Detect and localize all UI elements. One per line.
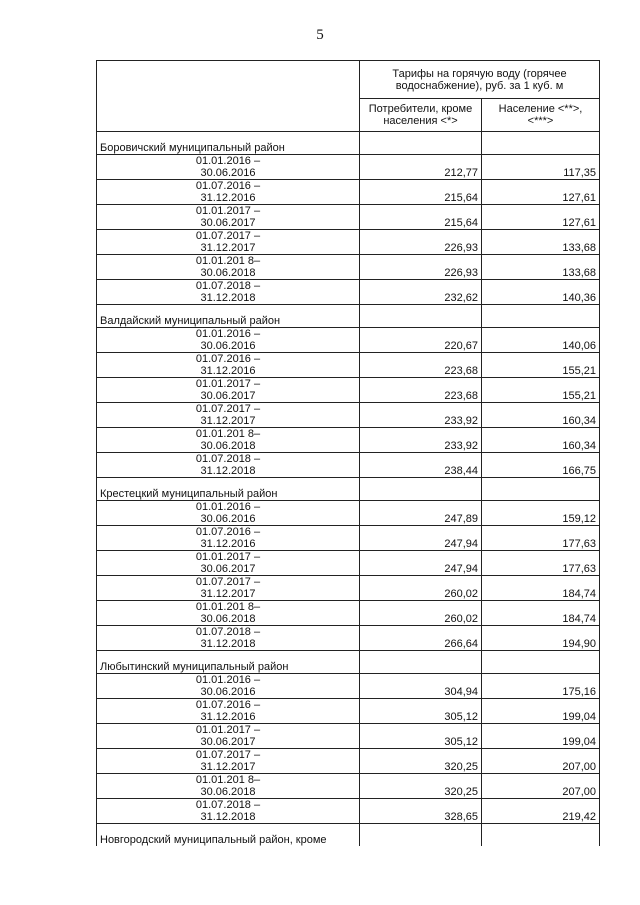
consumers-tariff: 247,94	[360, 526, 482, 551]
period-row	[97, 155, 600, 180]
consumers-tariff: 320,25	[360, 749, 482, 774]
period-start: 01.07.2018 –	[195, 626, 261, 638]
population-tariff: 219,42	[482, 799, 600, 824]
population-tariff: 175,16	[482, 674, 600, 699]
consumers-tariff: 247,89	[360, 501, 482, 526]
period-row	[97, 205, 600, 230]
period-end: 30.06.2018	[200, 440, 256, 452]
period-end: 30.06.2016	[200, 513, 256, 525]
empty-cell	[482, 651, 600, 674]
period-start: 01.01.2016 –	[195, 501, 261, 513]
period-end: 31.12.2016	[200, 711, 256, 723]
period-start: 01.01.2017 –	[195, 205, 261, 217]
period-row	[97, 453, 600, 478]
population-tariff: 184,74	[482, 576, 600, 601]
period-start: 01.01.201 8–	[195, 601, 261, 613]
period-end: 31.12.2017	[200, 242, 256, 254]
population-tariff: 133,68	[482, 255, 600, 280]
consumers-tariff: 223,68	[360, 378, 482, 403]
population-tariff: 159,12	[482, 501, 600, 526]
period-dates	[97, 403, 360, 428]
period-dates	[97, 749, 360, 774]
period-end: 31.12.2017	[200, 415, 256, 427]
consumers-tariff: 212,77	[360, 155, 482, 180]
period-end: 30.06.2017	[200, 563, 256, 575]
period-row	[97, 328, 600, 353]
period-start: 01.07.2018 –	[195, 280, 261, 292]
consumers-tariff: 238,44	[360, 453, 482, 478]
population-tariff: 117,35	[482, 155, 600, 180]
period-dates	[97, 328, 360, 353]
period-start: 01.07.2017 –	[195, 403, 261, 415]
period-start: 01.07.2017 –	[195, 576, 261, 588]
consumers-tariff: 223,68	[360, 353, 482, 378]
period-dates	[97, 774, 360, 799]
period-dates	[97, 799, 360, 824]
period-start: 01.01.201 8–	[195, 428, 261, 440]
consumers-tariff: 305,12	[360, 699, 482, 724]
period-row	[97, 526, 600, 551]
period-start: 01.01.201 8–	[195, 255, 261, 267]
period-row	[97, 576, 600, 601]
col-consumers-header: Потребители, кроме населения <*>	[360, 99, 482, 132]
period-row	[97, 724, 600, 749]
consumers-tariff: 233,92	[360, 428, 482, 453]
period-start: 01.07.2017 –	[195, 230, 261, 242]
empty-cell	[360, 305, 482, 328]
period-end: 30.06.2016	[200, 340, 256, 352]
period-row	[97, 749, 600, 774]
period-end: 30.06.2018	[200, 786, 256, 798]
consumers-tariff: 260,02	[360, 601, 482, 626]
period-end: 30.06.2017	[200, 736, 256, 748]
population-tariff: 177,63	[482, 551, 600, 576]
population-tariff: 160,34	[482, 428, 600, 453]
period-dates	[97, 155, 360, 180]
population-tariff: 140,36	[482, 280, 600, 305]
district-row	[97, 824, 600, 847]
district-row	[97, 651, 600, 674]
population-tariff: 199,04	[482, 724, 600, 749]
period-start: 01.07.2017 –	[195, 749, 261, 761]
population-tariff: 166,75	[482, 453, 600, 478]
period-end: 31.12.2017	[200, 761, 256, 773]
period-dates	[97, 724, 360, 749]
period-row	[97, 428, 600, 453]
population-tariff: 155,21	[482, 378, 600, 403]
population-tariff: 155,21	[482, 353, 600, 378]
tariff-title: Тарифы на горячую воду (горячее водоснабжение), руб. за 1 куб. м	[360, 61, 600, 99]
period-row	[97, 501, 600, 526]
period-start: 01.01.2016 –	[195, 674, 261, 686]
tariff-table	[96, 60, 600, 846]
consumers-tariff: 266,64	[360, 626, 482, 651]
period-start: 01.07.2018 –	[195, 453, 261, 465]
period-row	[97, 353, 600, 378]
population-tariff: 140,06	[482, 328, 600, 353]
period-dates	[97, 501, 360, 526]
period-start: 01.01.2017 –	[195, 724, 261, 736]
consumers-tariff: 320,25	[360, 774, 482, 799]
population-tariff: 199,04	[482, 699, 600, 724]
district-row	[97, 305, 600, 328]
consumers-tariff: 328,65	[360, 799, 482, 824]
consumers-tariff: 260,02	[360, 576, 482, 601]
consumers-tariff: 247,94	[360, 551, 482, 576]
district-name: Любытинский муниципальный район	[97, 651, 360, 674]
empty-cell	[360, 824, 482, 847]
consumers-tariff: 232,62	[360, 280, 482, 305]
period-start: 01.07.2016 –	[195, 353, 261, 365]
period-row	[97, 280, 600, 305]
period-dates	[97, 428, 360, 453]
col-population-header: Население <**>, <***>	[482, 99, 600, 132]
empty-cell	[360, 478, 482, 501]
header-empty-cell	[97, 61, 360, 132]
population-tariff: 127,61	[482, 180, 600, 205]
consumers-tariff: 226,93	[360, 230, 482, 255]
population-tariff: 194,90	[482, 626, 600, 651]
population-tariff: 160,34	[482, 403, 600, 428]
period-end: 30.06.2017	[200, 390, 256, 402]
consumers-tariff: 233,92	[360, 403, 482, 428]
period-start: 01.07.2016 –	[195, 699, 261, 711]
population-tariff: 184,74	[482, 601, 600, 626]
district-row	[97, 132, 600, 155]
empty-cell	[482, 305, 600, 328]
period-end: 30.06.2018	[200, 613, 256, 625]
period-dates	[97, 230, 360, 255]
period-row	[97, 774, 600, 799]
period-end: 30.06.2018	[200, 267, 256, 279]
population-tariff: 177,63	[482, 526, 600, 551]
empty-cell	[482, 478, 600, 501]
population-tariff: 133,68	[482, 230, 600, 255]
period-row	[97, 799, 600, 824]
period-start: 01.01.2017 –	[195, 551, 261, 563]
population-tariff: 207,00	[482, 749, 600, 774]
period-start: 01.01.2017 –	[195, 378, 261, 390]
tariff-table-body	[97, 61, 600, 847]
period-row	[97, 699, 600, 724]
consumers-tariff: 305,12	[360, 724, 482, 749]
period-start: 01.01.201 8–	[195, 774, 261, 786]
period-end: 31.12.2018	[200, 292, 256, 304]
period-end: 31.12.2016	[200, 365, 256, 377]
period-dates	[97, 378, 360, 403]
period-dates	[97, 551, 360, 576]
population-tariff: 207,00	[482, 774, 600, 799]
period-end: 31.12.2018	[200, 465, 256, 477]
period-dates	[97, 576, 360, 601]
period-end: 31.12.2018	[200, 638, 256, 650]
consumers-tariff: 215,64	[360, 180, 482, 205]
period-row	[97, 180, 600, 205]
period-row	[97, 230, 600, 255]
consumers-tariff: 226,93	[360, 255, 482, 280]
period-row	[97, 601, 600, 626]
district-name: Новгородский муниципальный район, кроме	[97, 824, 360, 847]
population-tariff: 127,61	[482, 205, 600, 230]
period-start: 01.07.2018 –	[195, 799, 261, 811]
period-row	[97, 403, 600, 428]
page-number: 5	[316, 27, 324, 43]
period-end: 31.12.2018	[200, 811, 256, 823]
period-end: 30.06.2016	[200, 167, 256, 179]
consumers-tariff: 220,67	[360, 328, 482, 353]
empty-cell	[360, 651, 482, 674]
district-name: Валдайский муниципальный район	[97, 305, 360, 328]
period-row	[97, 626, 600, 651]
empty-cell	[360, 132, 482, 155]
district-name: Боровичский муниципальный район	[97, 132, 360, 155]
period-dates	[97, 526, 360, 551]
period-row	[97, 674, 600, 699]
period-dates	[97, 674, 360, 699]
period-row	[97, 378, 600, 403]
empty-cell	[482, 824, 600, 847]
empty-cell	[482, 132, 600, 155]
period-dates	[97, 626, 360, 651]
period-dates	[97, 255, 360, 280]
period-row	[97, 551, 600, 576]
period-dates	[97, 453, 360, 478]
district-row	[97, 478, 600, 501]
period-dates	[97, 280, 360, 305]
period-dates	[97, 699, 360, 724]
period-row	[97, 255, 600, 280]
period-end: 31.12.2016	[200, 192, 256, 204]
header-row-title	[97, 61, 600, 99]
period-dates	[97, 601, 360, 626]
period-start: 01.07.2016 –	[195, 180, 261, 192]
period-dates	[97, 205, 360, 230]
period-end: 30.06.2017	[200, 217, 256, 229]
consumers-tariff: 304,94	[360, 674, 482, 699]
district-name: Крестецкий муниципальный район	[97, 478, 360, 501]
period-dates	[97, 353, 360, 378]
period-end: 31.12.2017	[200, 588, 256, 600]
period-dates	[97, 180, 360, 205]
period-end: 30.06.2016	[200, 686, 256, 698]
period-end: 31.12.2016	[200, 538, 256, 550]
consumers-tariff: 215,64	[360, 205, 482, 230]
period-start: 01.01.2016 –	[195, 155, 261, 167]
period-start: 01.07.2016 –	[195, 526, 261, 538]
period-start: 01.01.2016 –	[195, 328, 261, 340]
